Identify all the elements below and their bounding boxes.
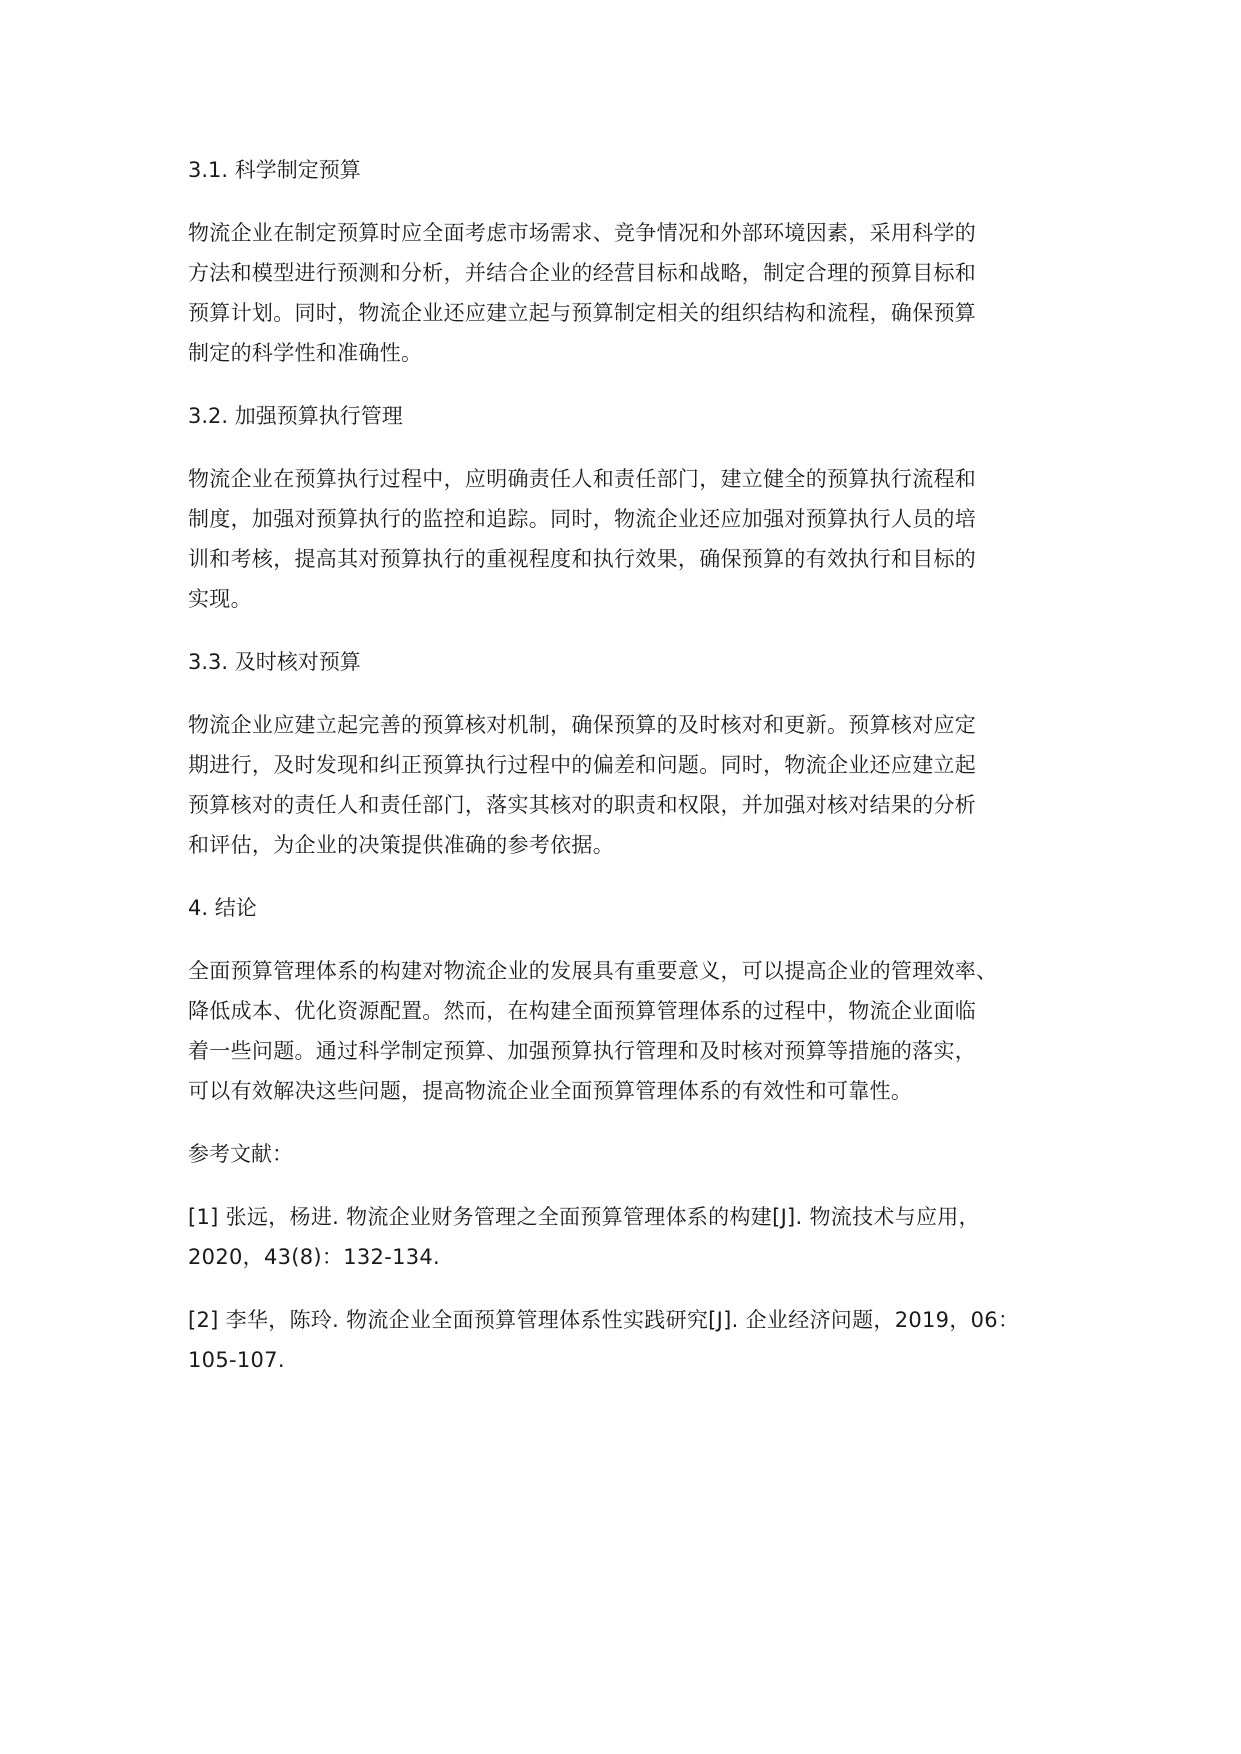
- paragraph-line: 降低成本、优化资源配置。然而，在构建全面预算管理体系的过程中，物流企业面临: [188, 999, 977, 1023]
- paragraph-line: 期进行，及时发现和纠正预算执行过程中的偏差和问题。同时，物流企业还应建立起: [188, 753, 977, 777]
- reference-line: 105-107.: [188, 1348, 285, 1372]
- document-page: [188, 150, 1088, 1403]
- paragraph-line: 全面预算管理体系的构建对物流企业的发展具有重要意义，可以提高企业的管理效率、: [188, 959, 998, 983]
- reference-line: [2] 李华，陈玲. 物流企业全面预算管理体系性实践研究[J]. 企业经济问题，2019，06：: [188, 1308, 1020, 1332]
- paragraph-line: 和评估，为企业的决策提供准确的参考依据。: [188, 833, 614, 857]
- paragraph-line: 可以有效解决这些问题，提高物流企业全面预算管理体系的有效性和可靠性。: [188, 1079, 913, 1103]
- reference-line: 2020，43(8)：132-134.: [188, 1245, 441, 1269]
- paragraph-line: 物流企业应建立起完善的预算核对机制，确保预算的及时核对和更新。预算核对应定: [188, 713, 977, 737]
- section-paragraph-conclusion: [188, 951, 1088, 1111]
- reference-line: [1] 张远，杨进. 物流企业财务管理之全面预算管理体系的构建[J]. 物流技术与应用，: [188, 1205, 980, 1229]
- section-paragraph-3-1: [188, 213, 1088, 373]
- paragraph-line: 方法和模型进行预测和分析，并结合企业的经营目标和战略，制定合理的预算目标和: [188, 261, 977, 285]
- paragraph-line: 训和考核，提高其对预算执行的重视程度和执行效果，确保预算的有效执行和目标的: [188, 547, 977, 571]
- paragraph-line: 预算计划。同时，物流企业还应建立起与预算制定相关的组织结构和流程，确保预算: [188, 301, 977, 325]
- paragraph-line: 物流企业在预算执行过程中，应明确责任人和责任部门，建立健全的预算执行流程和: [188, 467, 977, 491]
- paragraph-line: 制定的科学性和准确性。: [188, 341, 423, 365]
- paragraph-line: 实现。: [188, 587, 252, 611]
- paragraph-line: 物流企业在制定预算时应全面考虑市场需求、竞争情况和外部环境因素，采用科学的: [188, 221, 977, 245]
- section-paragraph-3-2: [188, 459, 1088, 619]
- section-paragraph-3-3: [188, 705, 1088, 865]
- reference-item-2: [188, 1300, 1088, 1380]
- references-title: 参考文献：: [188, 1142, 293, 1166]
- section-heading-3-3: 3.3. 及时核对预算: [188, 650, 361, 674]
- paragraph-line: 预算核对的责任人和责任部门，落实其核对的职责和权限，并加强对核对结果的分析: [188, 793, 977, 817]
- reference-item-1: [188, 1197, 1088, 1277]
- section-heading-conclusion: 4. 结论: [188, 896, 257, 920]
- section-heading-3-2: 3.2. 加强预算执行管理: [188, 404, 403, 428]
- paragraph-line: 制度，加强对预算执行的监控和追踪。同时，物流企业还应加强对预算执行人员的培: [188, 507, 977, 531]
- paragraph-line: 着一些问题。通过科学制定预算、加强预算执行管理和及时核对预算等措施的落实，: [188, 1039, 977, 1063]
- section-heading-3-1: 3.1. 科学制定预算: [188, 158, 361, 182]
